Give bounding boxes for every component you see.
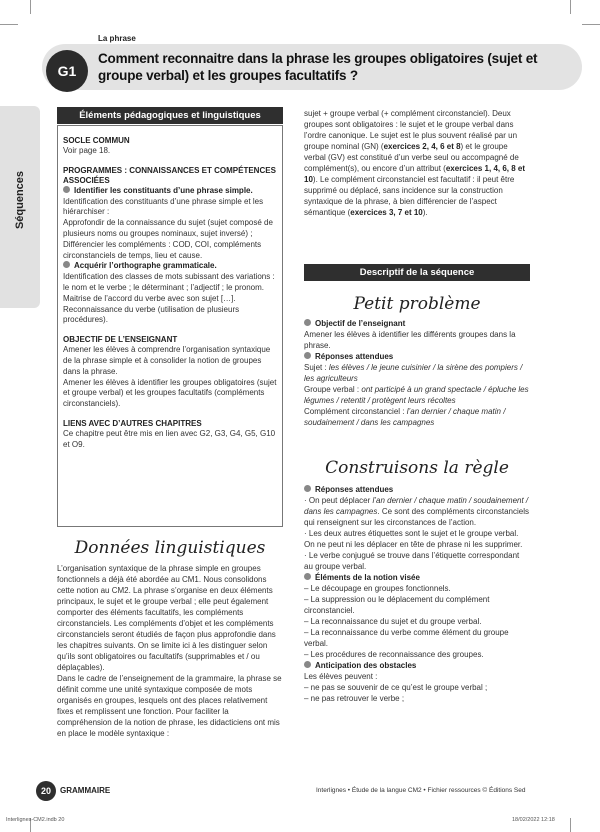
side-tab-label: Séquences (14, 170, 26, 230)
regle-paragraph: · Les deux autres étiquettes sont le sujet et le groupe verbal. On ne peut ni les déplacer en tête de phrase ni les supprimer. (304, 529, 523, 549)
anticipation-heading: Anticipation des obstacles (304, 660, 530, 671)
bullet-dot-icon (304, 352, 311, 359)
petit-probleme-body (304, 318, 530, 428)
crop-mark (570, 818, 571, 832)
liens-heading: LIENS AVEC D’AUTRES CHAPITRES (63, 418, 202, 428)
bullet-dot-icon (304, 573, 311, 580)
exercise-ref: exercices 1, 4, 6, 8 et 10 (304, 164, 526, 184)
footer-section: GRAMMAIRE (60, 786, 111, 795)
reponse-complement: Complément circonstanciel : l’an dernier / chaque matin / soudainement / dans les campagnes (304, 407, 506, 427)
socle-text: Voir page 18. (63, 146, 111, 155)
bullet-dot-icon (304, 661, 311, 668)
page-title: Comment reconnaitre dans la phrase les groupes obligatoires (sujet et groupe verbal) et les groupes facultatifs ? (98, 51, 538, 83)
programmes-paragraph: Identification des classes de mots subissant des variations : le nom et le verbe ; le déterminant ; l’adjectif ; le pronom. (63, 272, 275, 292)
crop-mark (570, 0, 571, 14)
regle-body (304, 484, 530, 704)
objectif-paragraph: Amener les élèves à identifier les groupes obligatoires (sujet et groupe verbal) et les groupes facultatifs (compléments circonstanciels). (63, 377, 277, 409)
info-box (57, 125, 283, 527)
notion-heading: Éléments de la notion visée (304, 572, 530, 583)
donnees-paragraph: Dans le cadre de l’enseignement de la grammaire, la phrase se définit comme une unité syntaxique composée de mots organisés en groupes, lesquels ont des places relativement fixes et remplissent une fonction. Pour faciliter la compréhension de la notion de phrase, les didacticiens ont mis en place le modèle syntaxique : (57, 674, 282, 738)
socle-heading: SOCLE COMMUN (63, 136, 130, 145)
section-bar-descriptif: Descriptif de la séquence (304, 264, 530, 281)
right-intro: sujet + groupe verbal (+ complément circonstanciel). Deux groupes sont obligatoires : le sujet et le groupe verbal dans l’ordre canonique. Le sujet est le plus souvent réalisé par un groupe nominal (GN) (exercices 2, 4, 6 et 8) et le groupe verbal (GV) est constitué d’un verbe seul ou accompagné de complément(s), ou encore d’un attribut (exercices 1, 4, 6, 8 et 10). Le complément circonstanciel est facultatif : il peut être supprimé ou déplacé, sans incidence sur la construction syntaxique de la phrase, à bien différencier de l’aspect sémantique (exercices 3, 7 et 10). (304, 109, 526, 217)
section-bar-pedagogie: Éléments pédagogiques et linguistiques (57, 107, 283, 124)
programmes-heading: PROGRAMMES : CONNAISSANCES ET COMPÉTENCES ASSOCIÉES (63, 165, 276, 185)
list-item: – ne pas retrouver le verbe ; (304, 694, 405, 703)
list-item: – ne pas se souvenir de ce qu’est le groupe verbal ; (304, 683, 488, 692)
chapter-badge: G1 (46, 50, 88, 92)
page-number: 20 (36, 781, 56, 801)
list-item: – La reconnaissance du sujet et du groupe verbal. (304, 617, 482, 626)
list-item: – Le découpage en groupes fonctionnels. (304, 584, 451, 593)
bullet-dot-icon (304, 485, 311, 492)
programmes-paragraph: Identification des constituants d’une phrase simple et les hiérarchiser : (63, 196, 264, 217)
chapter-kicker: La phrase (98, 34, 136, 43)
bullet-dot-icon (63, 261, 70, 268)
exercise-ref: exercices 3, 7 et 10 (350, 208, 423, 217)
donnees-title: Données linguistiques (74, 538, 266, 558)
objectif-paragraph: Amener les élèves à comprendre l’organisation syntaxique de la phrase simple et à consolider la notion de groupes dans la phrase. (63, 345, 271, 376)
exercise-ref: exercices 2, 4, 6 et 8 (383, 142, 461, 151)
print-slug-file: Interlignes-CM2.indb 20 (6, 817, 65, 823)
crop-mark (30, 0, 31, 14)
reponses-heading: Réponses attendues (304, 351, 530, 362)
programmes-paragraph: Approfondir de la connaissance du sujet (sujet composé de plusieurs noms ou groupes nominaux, sujet inversé) ; Différencier les compléments : COD, COI, compléments circonstanciels de temps, lieu et cause. (63, 218, 273, 260)
objectif-heading: OBJECTIF DE L’ENSEIGNANT (63, 335, 178, 345)
anticipation-intro: Les élèves peuvent : (304, 672, 378, 681)
footer-credit: Interlignes • Étude de la langue CM2 • Fichier ressources © Éditions Sed (316, 787, 526, 794)
reponses-heading: Réponses attendues (304, 484, 530, 495)
programmes-sub-1: Identifier les constituants d’une phrase simple. (63, 186, 277, 197)
programmes-sub-2: Acquérir l’orthographe grammaticale. (63, 261, 277, 272)
regle-paragraph: · Le verbe conjugué se trouve dans l’étiquette correspondant au groupe verbal. (304, 551, 520, 571)
construisons-regle-title: Construisons la règle (325, 458, 509, 478)
list-item: – La reconnaissance du verbe comme élément du groupe verbal. (304, 628, 509, 648)
bullet-dot-icon (63, 186, 70, 193)
print-slug-date: 18/02/2022 12:18 (512, 817, 555, 823)
objectif-heading: Objectif de l’enseignant (304, 318, 530, 329)
programmes-paragraph: Reconnaissance du verbe (utilisation de plusieurs procédures). (63, 304, 240, 325)
donnees-body (57, 563, 283, 739)
reponse-sujet: Sujet : les élèves / le jeune cuisinier / la sirène des pompiers / les agriculteurs (304, 363, 523, 383)
petit-probleme-title: Petit problème (353, 294, 481, 314)
crop-mark (0, 24, 18, 25)
list-item: – La suppression ou le déplacement du complément circonstanciel. (304, 595, 490, 615)
crop-mark (582, 24, 600, 25)
donnees-paragraph: L’organisation syntaxique de la phrase simple en groupes fonctionnels a déjà été abordée au CM1. Nous consolidons cette notion au CM2. La phrase s’organise en deux éléments principaux, le sujet et le groupe verbal ; elle peut également comporter des éléments facultatifs, les compléments circonstanciels. Les compléments d’objet et les compléments circonstanciels seront étudiés de façon plus approfondie dans les chapitres suivants. On se limite ici à les distinguer selon qu’ils sont obligatoires ou facultatifs (supprimables et / ou déplaçables). (57, 564, 276, 672)
programmes-paragraph: Maitrise de l’accord du verbe avec son sujet […]. (63, 293, 236, 303)
objectif-text: Amener les élèves à identifier les différents groupes dans la phrase. (304, 330, 516, 350)
regle-paragraph: · On peut déplacer l’an dernier / chaque matin / soudainement / dans les campagnes. Ce sont des compléments circonstanciels qui renseignent sur les circonstances de l’action. (304, 496, 530, 527)
liens-text: Ce chapitre peut être mis en lien avec G2, G3, G4, G5, G10 et O9. (63, 428, 276, 449)
reponse-groupe-verbal: Groupe verbal : ont participé à un grand spectacle / épluche les légumes / retentit / protègent leurs récoltes (304, 385, 529, 405)
bullet-dot-icon (304, 319, 311, 326)
list-item: – Les procédures de reconnaissance des groupes. (304, 650, 484, 659)
